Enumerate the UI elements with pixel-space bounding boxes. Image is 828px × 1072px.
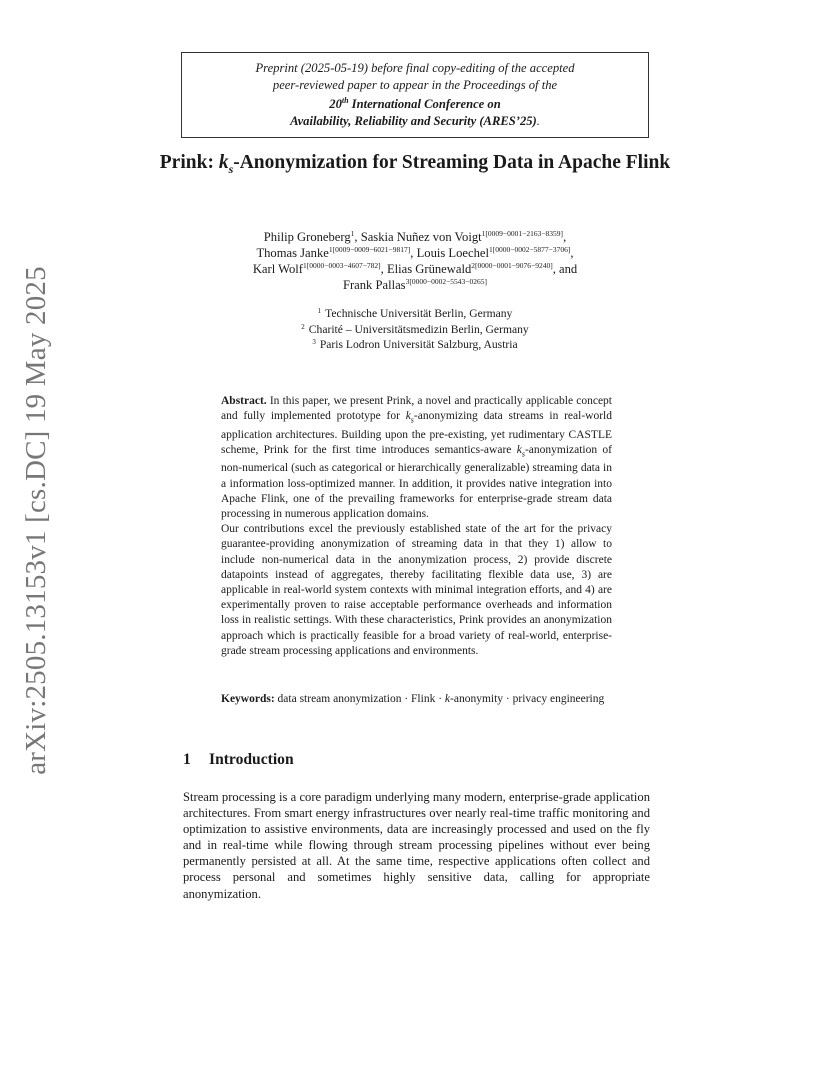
keywords-math-k: k [444, 693, 451, 705]
author-name: Elias Grünewald [386, 262, 472, 276]
author-name: Karl Wolf [252, 262, 303, 276]
preprint-line-1: Preprint (2025-05-19) before final copy-editing of the accepted [255, 61, 575, 76]
abstract-paragraph-1 [221, 394, 612, 522]
affiliation-item [150, 306, 680, 322]
keywords-block [221, 692, 612, 707]
affiliation-number: 3 [312, 338, 316, 346]
arxiv-side-identifier [8, 250, 64, 790]
abstract-block [221, 394, 612, 659]
abstract-paragraph-2: Our contributions excel the previously established state of the art for the privacy guarantee-providing anonymization of streaming data in that they 1) allow to include non-numerical data in the anonymization process, 2) provide discrete datapoints instead of aggregates, thereby facilitating flexible data use, 3) are applicable in real-world system contexts with minimal integration efforts, and 4) are experimentally proven to raise acceptable performance overheads and information loss in realistic settings. With these characteristics, Prink provides an anonymization approach which is practically feasible for a broad variety of real-world, enterprise-grade stream processing applications and environments. [221, 523, 612, 657]
affiliation-text: Paris Lodron Universität Salzburg, Austria [319, 338, 518, 351]
keywords-text: -anonymity · privacy engineering [450, 693, 605, 705]
preprint-conference-line-2 [290, 113, 540, 130]
section-number: 1 [183, 751, 191, 768]
author-affiliation-mark: 1[0000−0003−4607−782] [302, 261, 381, 270]
affiliation-list [150, 306, 680, 353]
author-separator: , [410, 246, 417, 260]
conference-ordinal-number: 20 [329, 97, 342, 112]
abstract-text-segment: In this paper, we present Prink, a novel and practically applicable concept and fully implemented prototype for [221, 395, 612, 423]
author-separator: , and [552, 262, 578, 276]
keywords-text: data stream anonymization · Flink · [274, 693, 445, 705]
affiliation-item [150, 322, 680, 338]
arxiv-identifier-text: arXiv:2505.13153v1 [cs.DC] 19 May 2025 [19, 265, 52, 775]
paper-title [150, 150, 680, 182]
abstract-text-segment: -anonymization of non-numerical (such as categorical or hierarchically generalizable) streaming data in a information loss-optimized manner. In addition, it provides native integration into Apache Flink, one of the prevailing frameworks for enterprise-grade stream data processing in numerous application domains. [221, 443, 612, 521]
keywords-label: Keywords: [221, 693, 275, 705]
author-name: Philip Groneberg [263, 230, 351, 244]
author-separator: , [380, 262, 387, 276]
preprint-line-2: peer-reviewed paper to appear in the Proceedings of the [272, 77, 558, 92]
abstract-math-subscript: s [410, 415, 414, 425]
preprint-end-punctuation: . [536, 114, 540, 129]
title-k-subscript: s [228, 161, 234, 176]
author-affiliation-mark: 1 [350, 229, 355, 238]
author-name: Thomas Janke [256, 246, 329, 260]
author-affiliation-mark: 1[0009−0001−2163−8359] [481, 229, 564, 238]
abstract-text-segment: -anonymizing data streams in real-world application architectures. Building upon the pre-existing, yet rudimentary CASTLE scheme, Prink for the first time introduces semantics-aware [221, 410, 612, 456]
author-name: Saskia Nuñez von Voigt [360, 230, 482, 244]
conference-ordinal-suffix: th [341, 96, 349, 106]
title-prefix: Prink: [159, 152, 219, 173]
title-suffix: -Anonymization for Streaming Data in Apache Flink [233, 152, 671, 173]
abstract-math-k: k [405, 410, 411, 423]
author-affiliation-mark: 3[0000−0002−5543−0265] [405, 277, 488, 286]
conference-name-part-1: International Conference on [348, 97, 501, 112]
author-list [150, 229, 680, 293]
author-separator: , [354, 230, 361, 244]
author-separator: , [570, 246, 574, 260]
affiliation-item [150, 337, 680, 353]
abstract-math-k: k [516, 443, 522, 456]
author-name: Louis Loechel [416, 246, 489, 260]
section-heading-introduction [183, 751, 294, 769]
abstract-label: Abstract. [221, 395, 267, 407]
affiliation-number: 2 [301, 322, 305, 331]
preprint-conference-line [329, 93, 500, 113]
abstract-math-subscript: s [521, 449, 525, 459]
author-name: Frank Pallas [342, 278, 406, 292]
title-k: k [218, 152, 229, 173]
preprint-notice-box [181, 52, 649, 138]
affiliation-text: Technische Universität Berlin, Germany [325, 307, 513, 320]
introduction-body [183, 789, 650, 902]
introduction-paragraph: Stream processing is a core paradigm underlying many modern, enterprise-grade application architectures. From smart energy infrastructures over nearly real-time traffic monitoring and optimization to assistive environments, data are increasingly processed and used on the fly and in real-time while flowing through stream processing pipelines without ever being permanently persisted at all. At the same time, respective applications often collect and process personal and sometimes highly sensitive data, calling for appropriate anonymization. [183, 790, 650, 901]
author-affiliation-mark: 2[0000−0001−9076−9240] [471, 261, 553, 270]
affiliation-text: Charité – Universitätsmedizin Berlin, Germany [308, 322, 529, 336]
author-separator: , [563, 230, 567, 244]
affiliation-number: 1 [317, 307, 322, 315]
author-affiliation-mark: 1[0000−0002−5877−3706] [488, 245, 571, 254]
section-title: Introduction [209, 751, 294, 768]
author-affiliation-mark: 1[0009−0009−6021−9817] [328, 245, 411, 254]
conference-name-part-2: Availability, Reliability and Security (ARES’25) [290, 114, 537, 129]
